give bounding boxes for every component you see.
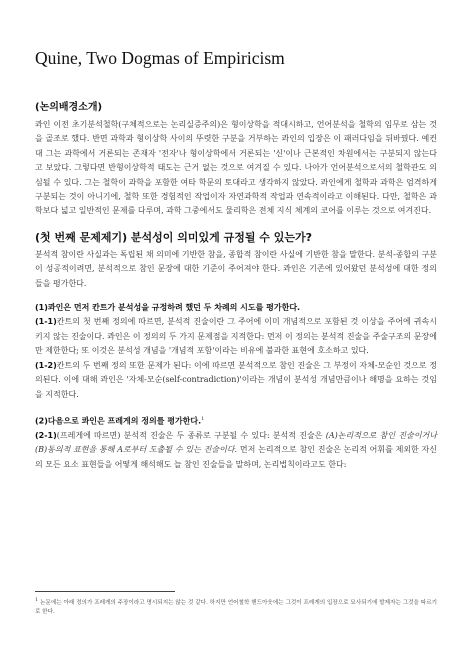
document-body xyxy=(35,100,437,472)
kant-second-definition-text: 칸트의 두 번째 정의 또한 문제가 된다: 이에 따르면 분석적으로 참인 진술은 그 부정이 자체-모순인 것으로 정의된다. 이에 대해 콰인은 '자체-모순(self-contradiction)'이라는 개념이 분석성 개념만큼이나 해명을 요하는 것임을 지적한다. xyxy=(35,360,437,399)
footnote-text: 논문에는 아래 정의가 프레게의 주장이라고 명시되지는 않는 것 같다. 하지만 언어철학 핸드아웃에는 그것이 프레게의 입장으로 묘사되기에 발제자는 그것을 따르기로 한다. xyxy=(35,599,437,615)
analytic-synthetic-paragraph: 분석적 참이란 사실과는 독립된 채 의미에 기반한 참을, 종합적 참이란 사실에 기반한 참을 말한다. 분석-종합의 구분이 성공적이려면, 분석적으로 참인 문장에 대한 기준이 주어져야 한다. 콰인은 기존에 있어왔던 분석성에 대한 정의들을 평가한다. xyxy=(35,249,437,288)
kant-second-label: (1-2) xyxy=(35,360,57,370)
kant-section xyxy=(35,301,437,402)
document-title: Quine, Two Dogmas of Empiricism xyxy=(35,48,285,68)
section-heading-background: (논의배경소개) xyxy=(35,102,103,113)
background-paragraph: 콰인 이전 초기분석철학(구체적으로는 논리실증주의)은 형이상학을 적대시하고, 언어분석을 철학의 임무로 삼는 것을 골조로 했다. 반면 과학과 형이상학 사이의 뚜렷한 구분을 거부하는 콰인의 입장은 이 패러다임을 뒤바꿨다. 예컨대 그는 과학에서 거론되는 존재자 '전자'나 형이상학에서 거론되는 '신'이나 근본적인 차원에서는 구분되지 않는다고 보았다. 그렇다면 반형이상학적 태도는 근거 없는 것으로 여겨질 수 있다. 나아가 언어분석으로서의 철학관도 의심될 수 있다. 그는 철학이 과학을 포함한 여타 학문의 토대라고 생각하지 않았다. 콰인에게 철학과 과학은 엄격하게 구분되는 것이 아니기에, 철학 또한 경험적인 작업이자 자연과학적 작업과 연속적이라고 이해된다. 다만, 철학은 과학보다 넓고 일반적인 문제를 다루며, 과학 그중에서도 물리학은 전체 지식 체계의 코어를 이루는 것으로 여겨진다. xyxy=(35,120,437,216)
kant-first-label: (1-1) xyxy=(35,317,57,327)
footnote xyxy=(35,596,437,617)
footnote-mark: 1 xyxy=(35,597,39,603)
frege-heading: (2)다음으로 콰인은 프레게의 정의를 평가한다. xyxy=(35,416,202,426)
frege-text-pre: (프레게에 따르면) 분석적 진술은 두 종류로 구분될 수 있다: 분석적 진술은 xyxy=(56,430,326,440)
section-heading-first-problem: (첫 번째 문제제기) 분석성이 의미있게 규정될 수 있는가? xyxy=(35,230,313,244)
kant-first-definition-text: 칸트의 첫 번째 정의에 따르면, 분석적 진술이란 그 주어에 이미 개념적으로 포함된 것 이상을 주어에 귀속시키지 않는 진술이다. 콰인은 이 정의의 두 가지 문제점을 지적한다: 먼저 이 정의는 분석적 진술을 주술구조의 문장에만 제한한다; 또 이것은 분석성 개념을 '개념적 포함'이라는 비유에 불과한 표현에 호소하고 있다. xyxy=(35,317,437,356)
kant-heading: (1)콰인은 먼저 칸트가 분석성을 규정하려 했던 두 차례의 시도를 평가한다. xyxy=(35,303,301,313)
frege-text-post: 먼저 논리적으로 참인 진술은 논리적 어휘를 제외한 자신의 모든 요소 표현들을 어떻게 해석해도 늘 참인 진술들을 말하며, 논리법칙이라고도 한다: xyxy=(35,445,437,469)
footnote-reference[interactable]: 1 xyxy=(201,415,205,422)
frege-text-italic: (A)논리적으로 참인 진술이거나 (B)동의적 표현을 통해 A로부터 도출될 수 있는 진술이다. xyxy=(35,430,437,455)
frege-section xyxy=(35,412,437,472)
frege-first-label: (2-1) xyxy=(35,430,57,440)
footnote-divider xyxy=(35,591,175,592)
